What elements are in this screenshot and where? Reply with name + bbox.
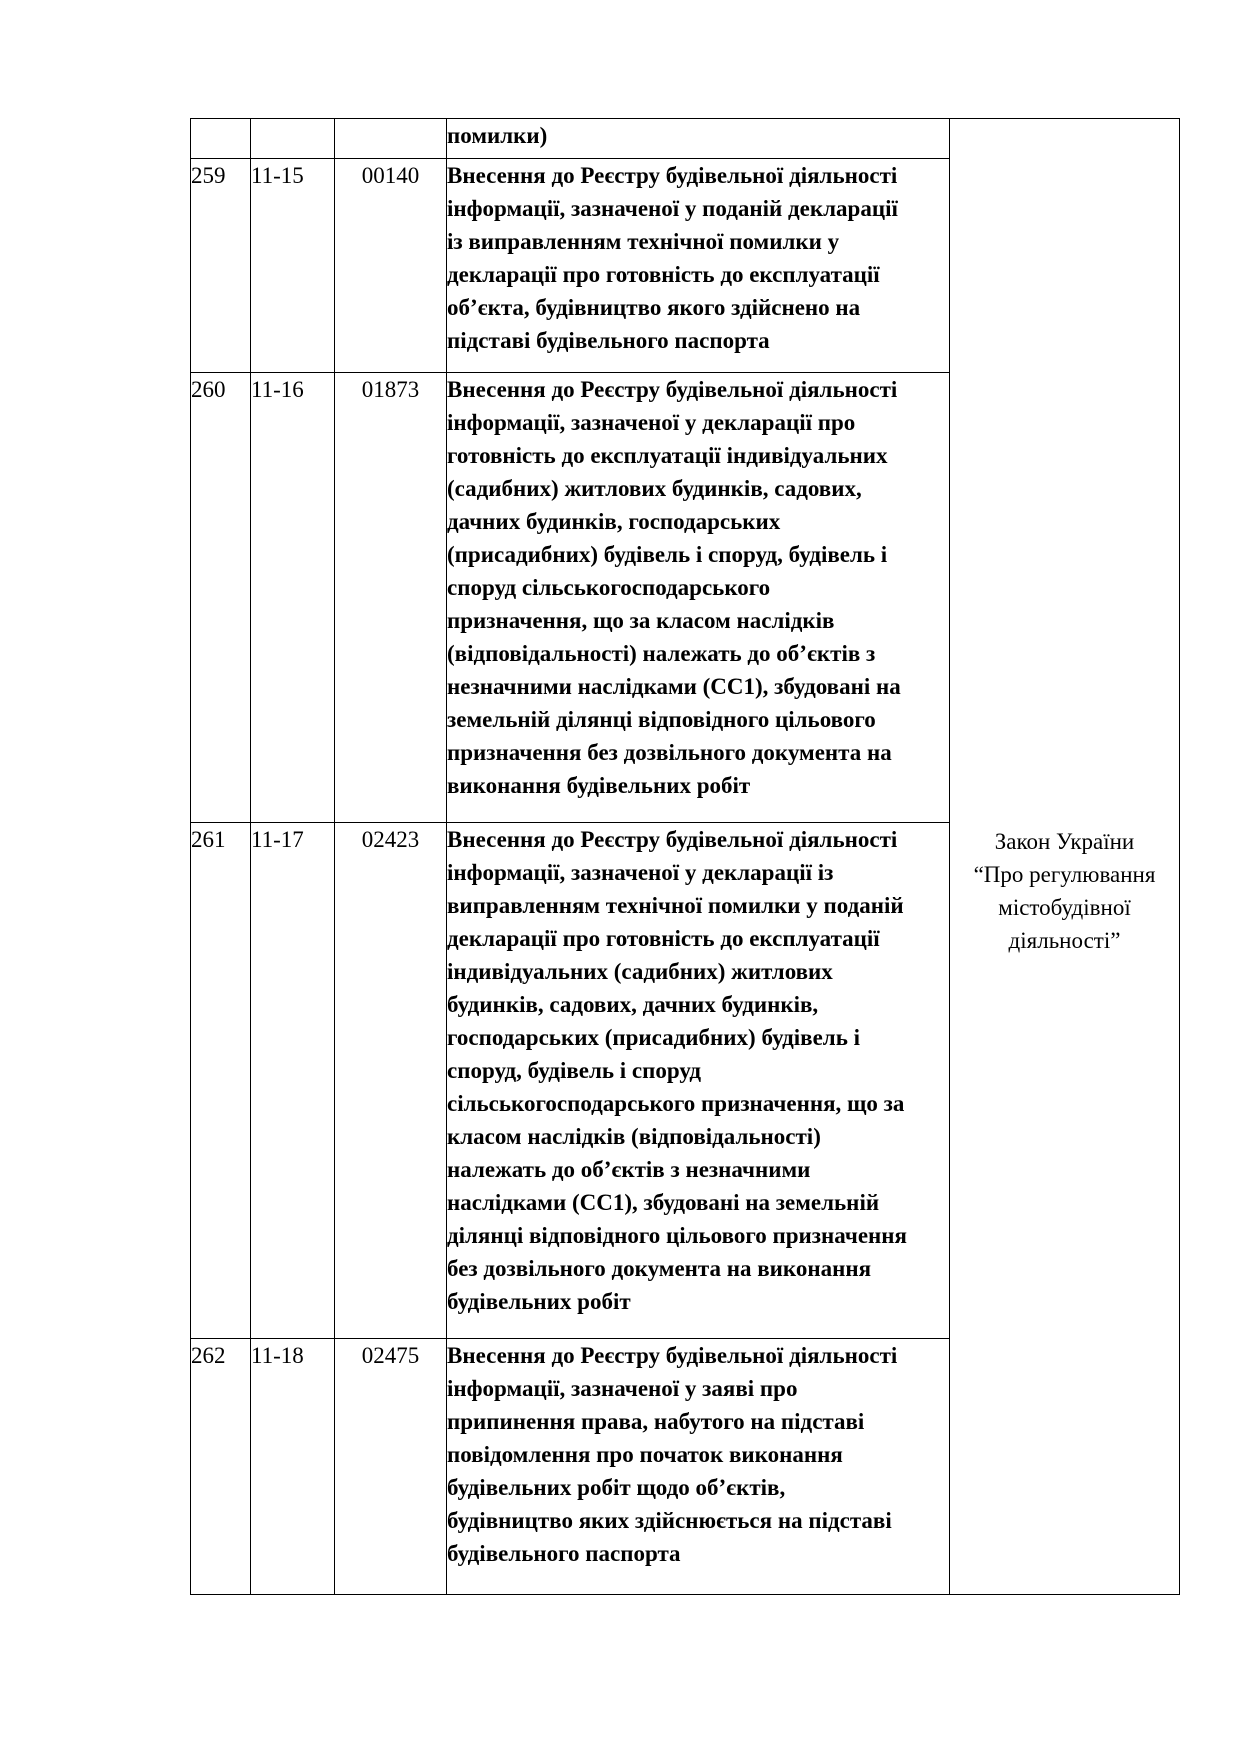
row-code: 11-15 (251, 159, 335, 373)
service-code: 00140 (335, 159, 447, 373)
row-number: 260 (191, 373, 251, 823)
description-text: Внесення до Реєстру будівельної діяльності інформації, зазначеної у заяві про припинення права, набутого на підставі повідомлення про початок виконання будівельних робіт щодо об’єктів, будівництво яких здійснюється на підставі будівельного паспорта (447, 1343, 898, 1566)
row-number: 262 (191, 1339, 251, 1595)
service-code: 01873 (335, 373, 447, 823)
service-description (447, 373, 950, 823)
law-cell (950, 119, 1180, 1595)
row-code: 11-17 (251, 823, 335, 1339)
table-row (191, 119, 1180, 159)
service-code: 02475 (335, 1339, 447, 1595)
description-text: Внесення до Реєстру будівельної діяльності інформації, зазначеної у декларації із виправленням технічної помилки у поданій декларації про готовність до експлуатації індивідуальних (садибних) житлових будинків, садових, дачних будинків, господарських (присадибних) будівель і споруд, будівель і споруд сільськогосподарського призначення, що за класом наслідків (відповідальності) належать до об’єктів з незначними наслідками (СС1), збудовані на земельній ділянці відповідного цільового призначення без дозвільного документа на виконання будівельних робіт (447, 827, 907, 1314)
service-description (447, 1339, 950, 1595)
description-text: Внесення до Реєстру будівельної діяльності інформації, зазначеної у поданій декларації із виправленням технічної помилки у декларації про готовність до експлуатації об’єкта, будівництво якого здійснено на підставі будівельного паспорта (447, 163, 898, 353)
row-code (251, 119, 335, 159)
description-text: Внесення до Реєстру будівельної діяльності інформації, зазначеної у декларації про готовність до експлуатації індивідуальних (садибних) житлових будинків, садових, дачних будинків, господарських (присадибних) будівель і споруд, будівель і споруд сільськогосподарського призначення, що за класом наслідків (відповідальності) належать до об’єктів з незначними наслідками (СС1), збудовані на земельній ділянці відповідного цільового призначення без дозвільного документа на виконання будівельних робіт (447, 377, 901, 798)
law-reference: Закон України “Про регулювання містобудівної діяльності” (973, 829, 1156, 953)
row-number (191, 119, 251, 159)
row-code: 11-16 (251, 373, 335, 823)
row-code: 11-18 (251, 1339, 335, 1595)
row-number: 261 (191, 823, 251, 1339)
service-code: 02423 (335, 823, 447, 1339)
registry-table (190, 118, 1180, 1595)
service-description (447, 119, 950, 159)
description-text: помилки) (447, 123, 548, 148)
service-description (447, 823, 950, 1339)
service-code (335, 119, 447, 159)
row-number: 259 (191, 159, 251, 373)
service-description (447, 159, 950, 373)
